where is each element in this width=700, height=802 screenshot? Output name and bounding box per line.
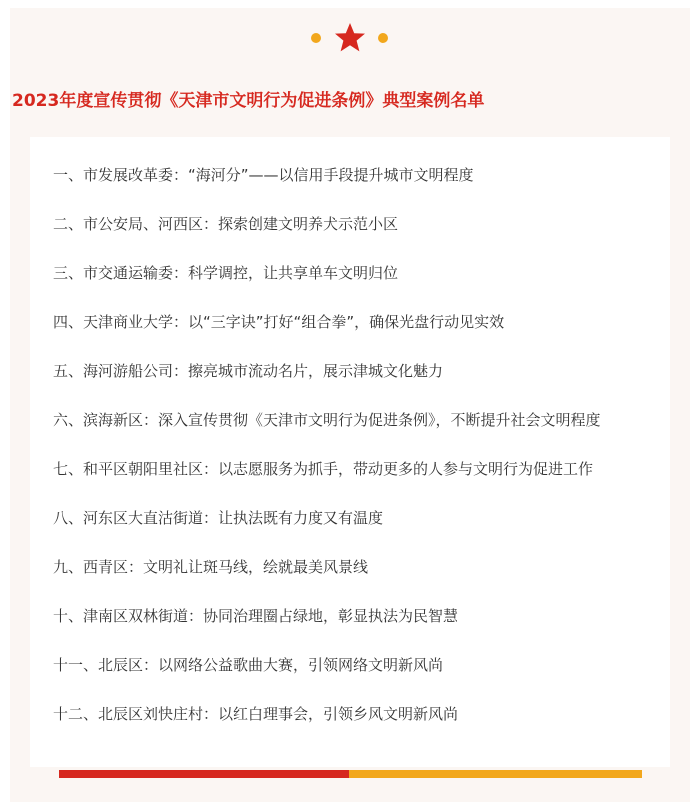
right-margin <box>690 0 700 802</box>
page-title: 2023年度宣传贯彻《天津市文明行为促进条例》典型案例名单 <box>12 91 485 111</box>
dot-icon <box>311 33 321 43</box>
footer-bar-orange <box>349 770 642 778</box>
star-icon <box>334 22 366 54</box>
list-item: 四、天津商业大学：以“三字诀”打好“组合拳”，确保光盘行动见实效 <box>53 313 505 331</box>
dot-icon <box>378 33 388 43</box>
list-item: 十、津南区双林街道：协同治理圈占绿地，彰显执法为民智慧 <box>53 607 459 625</box>
list-item: 九、西青区：文明礼让斑马线，绘就最美风景线 <box>53 558 369 576</box>
list-item: 五、海河游船公司：擦亮城市流动名片，展示津城文化魅力 <box>53 362 444 380</box>
header-ornament <box>0 18 700 58</box>
footer-bar-red <box>59 770 349 778</box>
case-list-card <box>30 137 670 767</box>
list-item: 一、市发展改革委：“海河分”——以信用手段提升城市文明程度 <box>53 166 474 184</box>
top-strip <box>0 0 700 8</box>
list-item: 七、和平区朝阳里社区：以志愿服务为抓手，带动更多的人参与文明行为促进工作 <box>53 460 594 478</box>
list-item: 三、市交通运输委：科学调控，让共享单车文明归位 <box>53 264 399 282</box>
case-list <box>53 163 665 751</box>
list-item: 十一、北辰区：以网络公益歌曲大赛，引领网络文明新风尚 <box>53 656 444 674</box>
list-item: 六、滨海新区：深入宣传贯彻《天津市文明行为促进条例》，不断提升社会文明程度 <box>53 411 601 429</box>
list-item: 八、河东区大直沽街道：让执法既有力度又有温度 <box>53 509 384 527</box>
list-item: 二、市公安局、河西区：探索创建文明养犬示范小区 <box>53 215 399 233</box>
list-item: 十二、北辰区刘快庄村：以红白理事会，引领乡风文明新风尚 <box>53 705 459 723</box>
left-margin <box>0 0 10 802</box>
